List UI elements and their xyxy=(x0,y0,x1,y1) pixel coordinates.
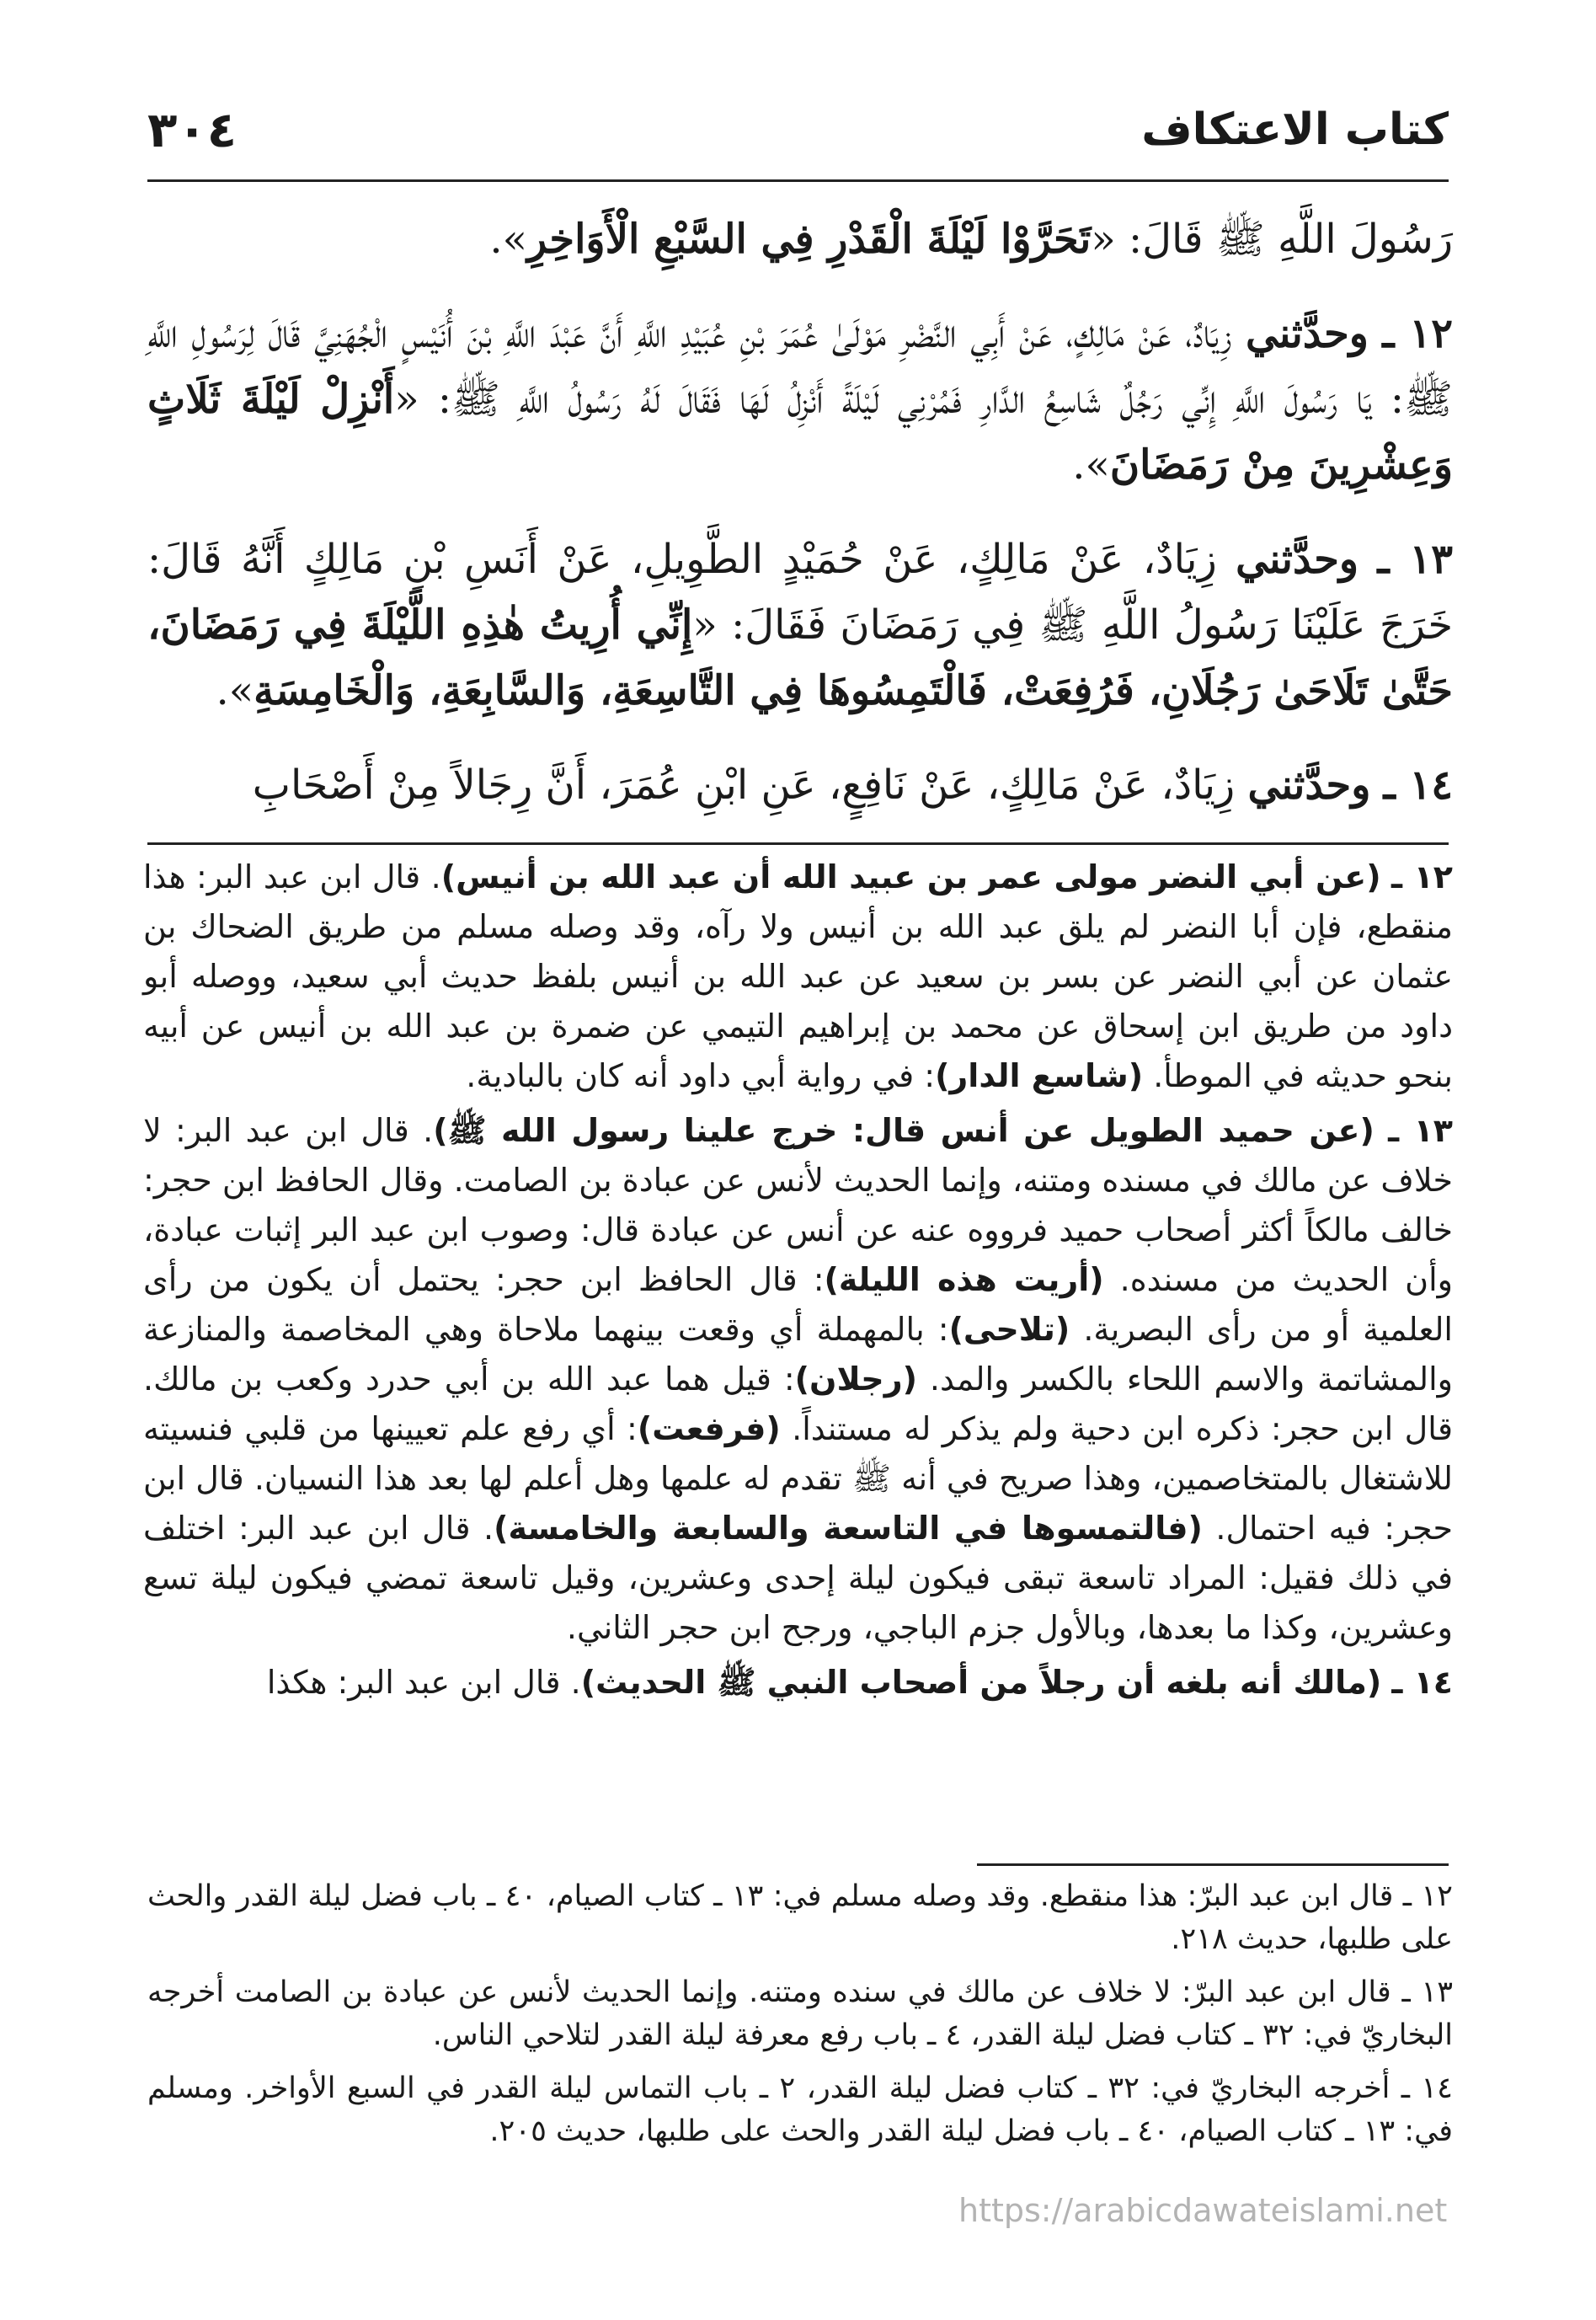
footnote-14: ١٤ ـ أخرجه البخاريّ في: ٣٢ ـ كتاب فضل ليلة القدر، ٢ ـ باب التماس ليلة القدر في السبع الأواخر. ومسلم في: ١٣ ـ كتاب الصيام، ٤٠ ـ باب فضل ليلة القدر والحث على طلبها، حديث ٢٠٥. xyxy=(147,2071,1453,2148)
footnote-13: ١٣ ـ قال ابن عبد البرّ: لا خلاف عن مالك في سنده ومتنه. وإنما الحديث لأنس عن عبادة بن الصامت أخرجه البخاريّ في: ٣٢ ـ كتاب فضل ليلة القدر، ٤ ـ باب رفع معرفة ليلة القدر لتلاحي الناس. xyxy=(147,1975,1453,2052)
narration-opener: وحدَّثني xyxy=(1236,536,1359,583)
text-span: : قال الحافظ ابن حجر: يحتمل أن يكون من رأى العلمية أو من رأى البصرية. xyxy=(143,1261,1453,1348)
text-span: : في رواية أبي داود أنه كان بالبادية. xyxy=(466,1057,936,1094)
header-divider xyxy=(147,179,1449,182)
page-header xyxy=(147,101,1449,168)
footnote-divider xyxy=(977,1863,1449,1866)
hadith-number: ١٣ ـ xyxy=(1377,536,1453,583)
text-span: زِيَادٌ، عَنْ مَالِكٍ، عَنْ نَافِعٍ، عَنِ ابْنِ عُمَرَ، أَنَّ رِجَالاً مِنْ أَصْحَابِ xyxy=(252,762,1248,809)
prophetic-quote: إِنِّي أُرِيتُ هٰذِهِ اللَّيْلَةَ فِي رَمَضَانَ، حَتَّىٰ تَلَاحَىٰ رَجُلَانِ، فَرُفِعَتْ، فَالْتَمِسُوهَا فِي التَّاسِعَةِ، وَالسَّابِعَةِ، وَالْخَامِسَةِ xyxy=(147,601,1453,714)
commentary-term: (شاسع الدار) xyxy=(935,1057,1144,1094)
commentary-14 xyxy=(143,1658,1453,1708)
hadith-number: ١٢ ـ xyxy=(1382,310,1453,357)
commentary-number: ١٢ ـ xyxy=(1391,858,1453,895)
commentary-heading: (عن حميد الطويل عن أنس قال: خرج علينا رسول الله ﷺ) xyxy=(433,1112,1374,1149)
commentary-term: (فرفعت) xyxy=(637,1410,781,1447)
text-span: : قيل هما عبد الله بن أبي حدرد وكعب بن مالك. قال ابن حجر: ذكره ابن دحية ولم يذكر له مستنداً. xyxy=(143,1360,1453,1447)
page-number: ٣٠٤ xyxy=(147,101,238,158)
text-span: زِيَادٌ، عَنْ مَالِكٍ، عَنْ أَبِي النَّضْرِ مَوْلَىٰ عُمَرَ بْنِ عُبَيْدِ اللَّهِ أَنَّ عَبْدَ اللَّهِ بْنَ أُنَيْسٍ الْجُهَنِيَّ قَالَ لِرَسُولِ اللَّهِ ﷺ: يَا رَسُولَ اللَّهِ إِنِّي رَجُلٌ شَاسِعُ الدَّارِ فَمُرْنِي لَيْلَةً أَنْزِلُ لَهَا فَقَالَ لَهُ رَسُولُ اللَّهِ ﷺ: « xyxy=(147,310,1453,423)
hadith-13 xyxy=(147,527,1453,724)
commentary-number: ١٤ ـ xyxy=(1391,1664,1453,1701)
text-span: . قال ابن عبد البر: هذا منقطع، فإن أبا النضر لم يلق عبد الله بن أنيس ولا رآه، وقد وصله مسلم من طريق الضحاك بن عثمان عن أبي النضر عن بسر بن سعيد عن عبد الله بن أنيس بلفظ حديث أبي سعيد، ووصله أبو داود من طريق ابن إسحاق عن محمد بن إبراهيم التيمي عن ضمرة بن عبد الله بن أنيس عن أبيه بنحو حديثه في الموطأ. xyxy=(143,858,1453,1094)
text-span: ». xyxy=(489,216,527,263)
prophetic-quote: أَنْزِلْ لَيْلَةَ ثَلَاثٍ وَعِشْرِينَ مِنْ رَمَضَانَ xyxy=(147,376,1453,489)
hadith-12 xyxy=(147,301,1453,498)
commentary-term: (رجلان) xyxy=(794,1360,917,1398)
commentary-13 xyxy=(143,1106,1453,1653)
narration-opener: وحدَّثني xyxy=(1246,310,1369,357)
commentary-term: (أريت هذه الليلة) xyxy=(824,1261,1104,1298)
hadith-11-continuation xyxy=(147,206,1453,272)
commentary-heading: (مالك أنه بلغه أن رجلاً من أصحاب النبي ﷺ الحديث) xyxy=(580,1664,1382,1701)
text-span: : بالمهملة أي وقعت بينهما ملاحاة وهي المخاصمة والمنازعة والمشاتمة والاسم اللحاء بالكسر والمد. xyxy=(143,1311,1453,1398)
commentary-term: (فالتمسوها في التاسعة والسابعة والخامسة) xyxy=(494,1510,1203,1547)
text-span: زِيَادٌ، عَنْ مَالِكٍ، عَنْ حُمَيْدٍ الطَّوِيلِ، عَنْ أَنَسِ بْنِ مَالِكٍ أَنَّهُ قَالَ: خَرَجَ عَلَيْنَا رَسُولُ اللَّهِ ﷺ فِي رَمَضَانَ فَقَالَ: « xyxy=(147,536,1454,649)
footnotes xyxy=(147,1875,1453,2163)
prophetic-quote: تَحَرَّوْا لَيْلَةَ الْقَدْرِ فِي السَّبْعِ الْأَوَاخِرِ xyxy=(526,216,1092,263)
text-span: . قال ابن عبد البر: هكذا xyxy=(266,1664,581,1701)
hadith-number: ١٤ ـ xyxy=(1383,762,1453,809)
hadith-14 xyxy=(147,752,1453,818)
book-title: كتاب الاعتكاف xyxy=(1141,104,1449,155)
text-span: ». xyxy=(216,667,254,714)
text-span: رَسُولَ اللَّهِ ﷺ قَالَ: « xyxy=(1091,216,1453,263)
commentary-divider xyxy=(147,842,1449,845)
hadith-text xyxy=(147,206,1453,847)
text-span: ». xyxy=(1072,441,1110,489)
footnote-12: ١٢ ـ قال ابن عبد البرّ: هذا منقطع. وقد وصله مسلم في: ١٣ ـ كتاب الصيام، ٤٠ ـ باب فضل ليلة القدر والحث على طلبها، حديث ٢١٨. xyxy=(147,1879,1453,1956)
commentary xyxy=(143,853,1453,1713)
commentary-number: ١٣ ـ xyxy=(1388,1112,1453,1149)
narration-opener: وحدَّثني xyxy=(1247,762,1371,809)
website-watermark: https://arabicdawateislami.net xyxy=(958,2192,1448,2229)
commentary-12 xyxy=(143,853,1453,1101)
commentary-heading: (عن أبي النضر مولى عمر بن عبيد الله أن عبد الله بن أنيس) xyxy=(440,858,1381,895)
text-span: . قال ابن عبد البر: لا خلاف عن مالك في مسنده ومتنه، وإنما الحديث لأنس عن عبادة بن الصامت. وقال الحافظ ابن حجر: خالف مالكاً أكثر أصحاب حميد فرووه عنه عن أنس عن عبادة قال: وصوب ابن عبد البر إثبات عبادة، وأن الحديث من مسنده. xyxy=(143,1112,1453,1298)
text-span: . قال ابن عبد البر: اختلف في ذلك فقيل: المراد تاسعة تبقى فيكون ليلة إحدى وعشرين، وقيل تاسعة تمضي فيكون ليلة تسع وعشرين، وكذا ما بعدها، وبالأول جزم الباجي، ورجح ابن حجر الثاني. xyxy=(143,1510,1453,1646)
commentary-term: (تلاحى) xyxy=(948,1311,1070,1348)
text-span: : أي رفع علم تعيينها من قلبي فنسيته للاشتغال بالمتخاصمين، وهذا صريح في أنه ﷺ تقدم له علمها وهل أعلم لها بعد هذا النسيان. قال ابن حجر: فيه احتمال. xyxy=(143,1410,1454,1547)
